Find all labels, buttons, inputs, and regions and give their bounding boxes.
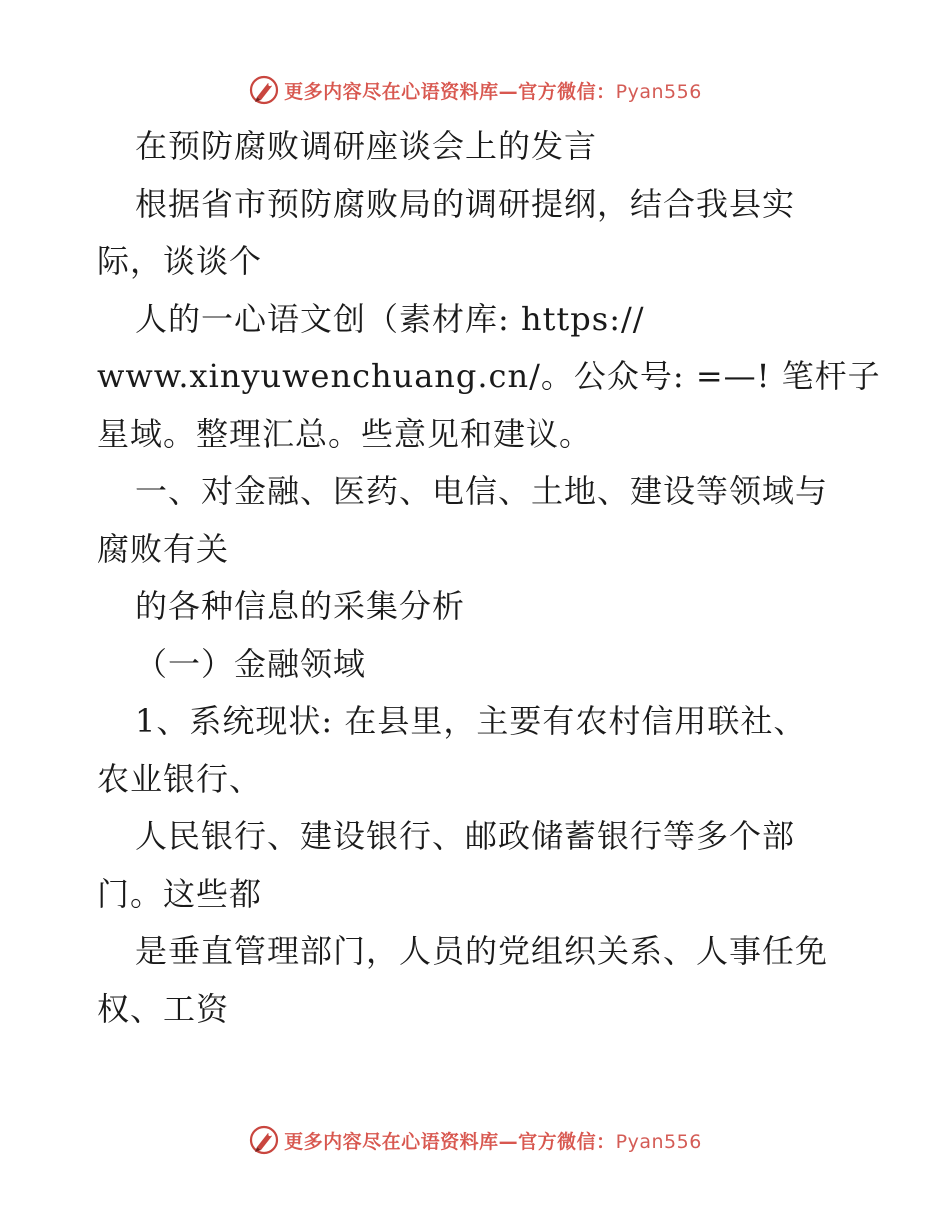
paragraph-line: 1、系统现状: 在县里，主要有农村信用联社、 — [135, 702, 807, 740]
document-body — [97, 118, 881, 1038]
paragraph-line: 是垂直管理部门，人员的党组织关系、人事任免 — [135, 932, 829, 970]
section-heading: 腐败有关 — [97, 529, 230, 568]
paragraph-line: www.xinyuwenchuang.cn/。公众号: =—! 笔杆子 — [97, 357, 881, 395]
paragraph-line: 际，谈谈个 — [97, 242, 263, 280]
subsection-heading: （一）金融领域 — [135, 644, 367, 683]
paragraph-line: 门。这些都 — [97, 874, 263, 913]
paragraph-line: 人的一心语文创（素材库: https:// — [135, 299, 645, 338]
pen-logo-icon — [248, 1124, 280, 1156]
paragraph-line: 农业银行、 — [97, 759, 263, 798]
paragraph-line: 星域。整理汇总。些意见和建议。 — [97, 414, 593, 453]
pen-logo-icon — [248, 74, 280, 106]
header-banner-text: 更多内容尽在心语资料库—官方微信：Pyan556 — [284, 80, 702, 103]
header-banner — [0, 70, 950, 110]
doc-title: 在预防腐败调研座谈会上的发言 — [135, 127, 598, 165]
paragraph-line: 根据省市预防腐败局的调研提纲，结合我县实 — [135, 184, 796, 223]
paragraph-line: 人民银行、建设银行、邮政储蓄银行等多个部 — [135, 817, 796, 855]
footer-banner-text: 更多内容尽在心语资料库—官方微信：Pyan556 — [284, 1130, 702, 1153]
footer-banner — [0, 1120, 950, 1160]
header-wechat-id: Pyan556 — [615, 80, 702, 103]
paragraph-line: 权、工资 — [97, 989, 230, 1028]
section-heading: 一、对金融、医药、电信、土地、建设等领域与 — [135, 472, 829, 510]
section-heading: 的各种信息的采集分析 — [135, 587, 466, 625]
footer-wechat-id: Pyan556 — [615, 1130, 702, 1153]
